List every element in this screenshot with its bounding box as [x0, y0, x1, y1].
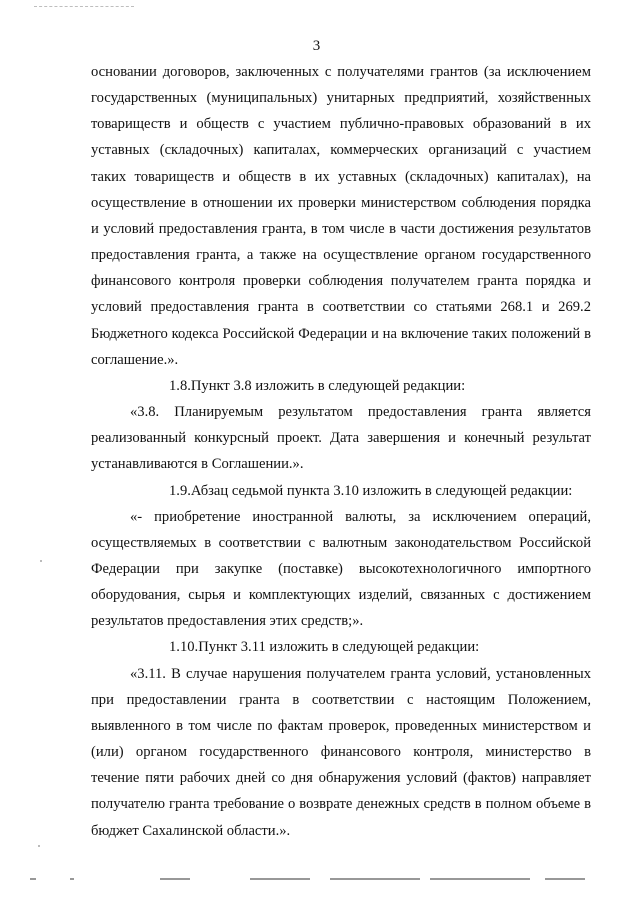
paragraph-quote-3-10: «- приобретение иностранной валюты, за исключением операций, осуществляемых в соответствии с валютным законодательством Российской Федерации при закупке (поставке) высокотехнологичного импортного оборудования, сырья и комплектующих изделий, связанных с достижением результатов предоставления этих средств;».	[91, 508, 591, 630]
item-number: 1.8.	[169, 377, 191, 394]
scan-mark	[30, 878, 36, 880]
scan-speck	[40, 560, 42, 562]
item-text: Пункт 3.11 изложить в следующей редакции:	[198, 639, 480, 656]
item-text: Пункт 3.8 изложить в следующей редакции:	[190, 377, 466, 394]
scan-mark	[545, 878, 585, 880]
scan-artifact-bottom	[30, 878, 590, 884]
item-number: 1.10.	[169, 639, 199, 656]
scan-mark	[330, 878, 420, 880]
document-body	[91, 59, 591, 844]
item-number: 1.9.	[169, 482, 191, 499]
paragraph-quote-3-11: «3.11. В случае нарушения получателем гранта условий, установленных при предоставлении гранта в соответствии с настоящим Положением, выявленного в том числе по фактам проверок, проведенных министерством и (или) органом государственного финансового контроля, министерство в течение пяти рабочих дней со дня обнаружения условий (фактов) направляет получателю гранта требование о возврате денежных средств в полном объеме в бюджет Сахалинской области.».	[91, 665, 591, 839]
paragraph-continuation: основании договоров, заключенных с получателями грантов (за исключением государственных (муниципальных) унитарных предприятий, хозяйственных товариществ и обществ с участием публично-правовых образований в их уставных (складочных) капиталах, коммерческих организаций с участием таких товариществ и обществ в их уставных (складочных) капиталах), на осуществление в отношении их проверки министерством соблюдения порядка и условий предоставления гранта, в том числе в части достижения результатов предоставления гранта, а также на осуществление органом государственного финансового контроля проверки соблюдения получателем гранта порядка и условий предоставления гранта в соответствии со статьями 268.1 и 269.2 Бюджетного кодекса Российской Федерации и на включение таких положений в соглашение.».	[91, 64, 591, 368]
scan-mark	[250, 878, 310, 880]
paragraph-item-1-10	[91, 634, 591, 660]
scan-mark	[430, 878, 530, 880]
scan-artifact-top	[34, 6, 134, 9]
paragraph-item-1-9	[91, 478, 591, 504]
paragraph-quote-3-8: «3.8. Планируемым результатом предоставления гранта является реализованный конкурсный проект. Дата завершения и конечный результат устанавливаются в Соглашении.».	[91, 404, 591, 473]
scan-speck	[38, 845, 40, 847]
scan-mark	[70, 878, 74, 880]
scan-mark	[160, 878, 190, 880]
paragraph-item-1-8	[91, 373, 591, 399]
item-text: Абзац седьмой пункта 3.10 изложить в следующей редакции:	[190, 482, 573, 499]
page-number: 3	[312, 38, 321, 54]
